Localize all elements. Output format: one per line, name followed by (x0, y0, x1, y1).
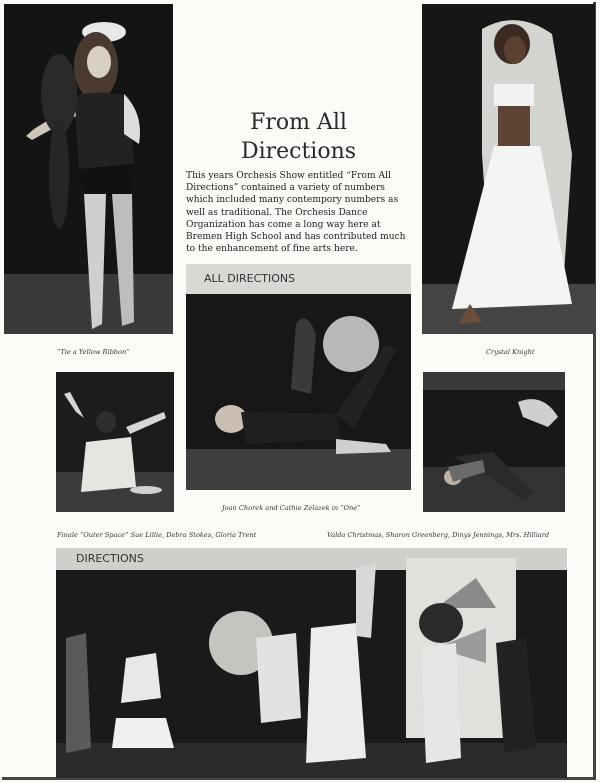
photo-yellow-ribbon-dancer (4, 4, 173, 334)
photo-crystal-knight (422, 4, 595, 334)
title-line-1: From All (250, 110, 347, 135)
photo-valda-group (423, 372, 565, 512)
caption-outer-space: Finale “Outer Space” Sue Lillie, Debra Stokes, Gloria Trent (57, 531, 257, 539)
finale-banner-text: DIRECTIONS (76, 552, 144, 565)
title-line-2: Directions (240, 139, 357, 164)
banner-text: ALL DIRECTIONS (204, 272, 296, 285)
caption-valda-group: Valda Christmas, Sharon Greenberg, Dinys Jennings, Mrs. Hilliard (327, 531, 550, 539)
caption-one: Joan Chorek and Cathie Zelazek in “One” (222, 504, 361, 512)
photo-outer-space (56, 372, 174, 512)
caption-yellow-ribbon: “Tie a Yellow Ribbon” (57, 348, 130, 356)
photo-one-dancers (186, 264, 411, 490)
body-paragraph: This years Orchesis Show entitled “From All Directions” contained a variety of numbers which included many contempory numbers as well as traditional. The Orchesis Dance Organization has come a long way here at Bremen High School and has contributed much to the enhancement of fine arts here. (186, 171, 406, 255)
page-title (186, 108, 411, 166)
photo-finale-group (56, 548, 567, 778)
caption-crystal-knight: Crystal Knight (486, 348, 535, 356)
